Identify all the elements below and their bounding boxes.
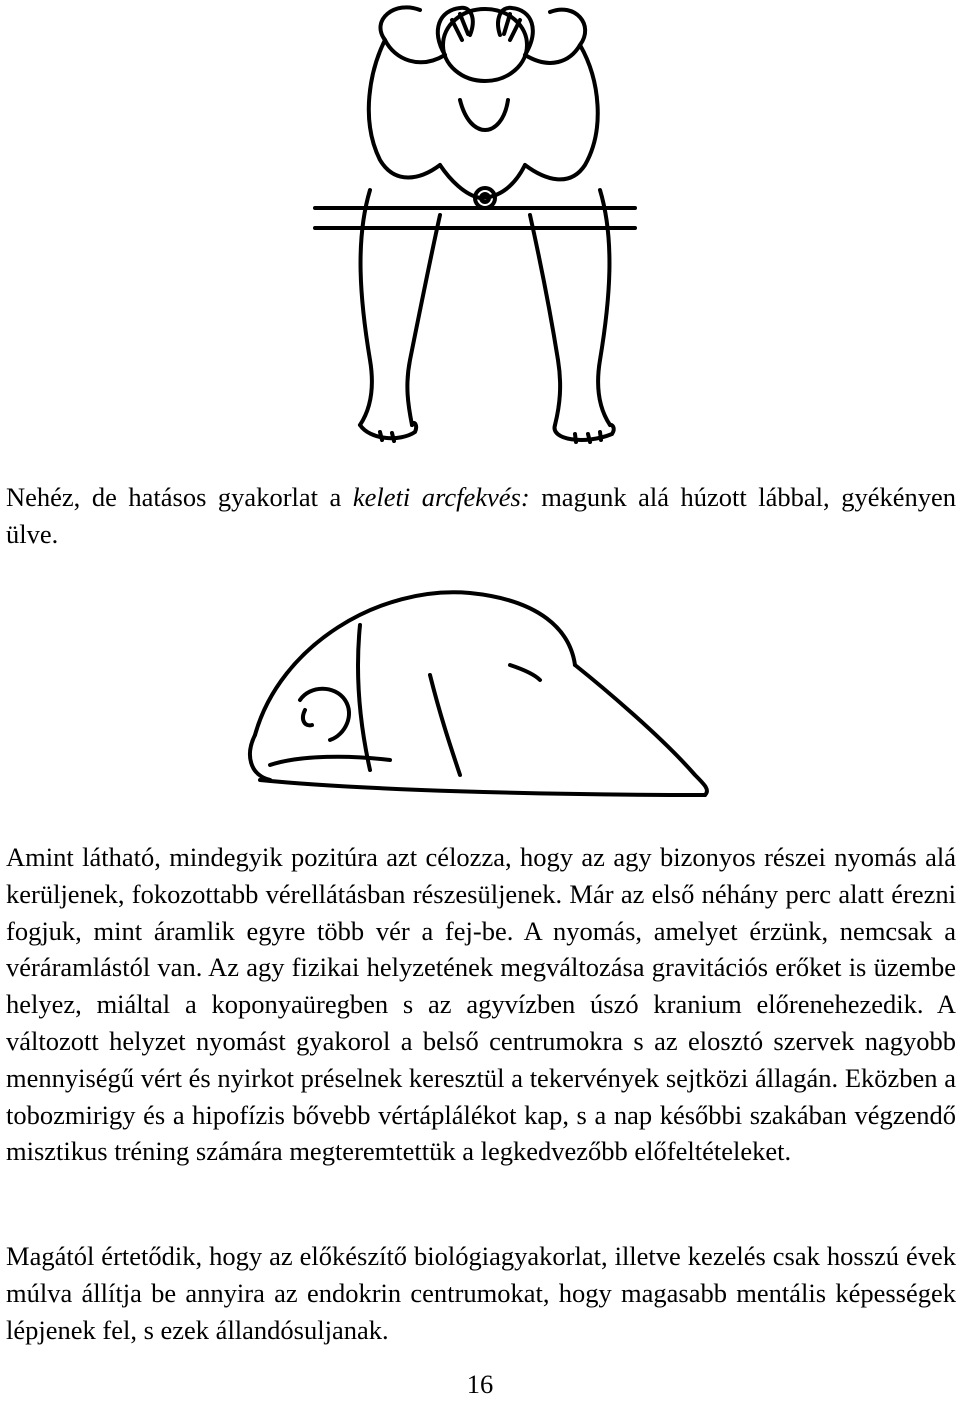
seated-figure-illustration [300,0,650,450]
pose-name-italic: keleti arcfekvés: [352,482,530,512]
paragraph-1-text-start: Nehéz, de hatásos gyakorlat a [6,482,353,512]
page-number: 16 [466,1369,494,1399]
paragraph-1-text-end: magunk alá húzott lábbal, gyékényen ülve. [6,482,956,549]
paragraph-1 [6,479,956,553]
kneeling-figure-illustration [240,585,720,810]
paragraph-3: Magától értetődik, hogy az előkészítő biológiagyakorlat, illetve kezelés csak hosszú évek múlva állítja be annyira az endokrin centrumokat, hogy magasabb mentális képességek lépjenek fel, s ezek állandósuljanak. [6,1241,956,1345]
paragraph-2: Amint látható, mindegyik pozitúra azt célozza, hogy az agy bizonyos részei nyomás alá kerüljenek, fokozottabb vérellátásban részesüljenek. Már az első néhány perc alatt érezni fogjuk, mint áramlik egyre több vér a fej-be. A nyomás, amelyet érzünk, nemcsak a véráramlástól van. Az agy fizikai helyzetének megváltozása gravitációs erőket is üzembe helyez, miáltal a koponyaüregben s az agyvízben úszó kranium előrenehezedik. A változott helyzet nyomást gyakorol a belső centrumokra s az elosztó szervek nagyobb mennyiségű vért és nyirkot préselnek keresztül a tekervények sejtközi állagán. Eközben a tobozmirigy és a hipofízis bővebb vértáplálékot kap, s a nap későbbi szakában végzendő misztikus tréning számára megteremtettük a legkedvezőbb előfeltételeket. [6,842,956,1167]
